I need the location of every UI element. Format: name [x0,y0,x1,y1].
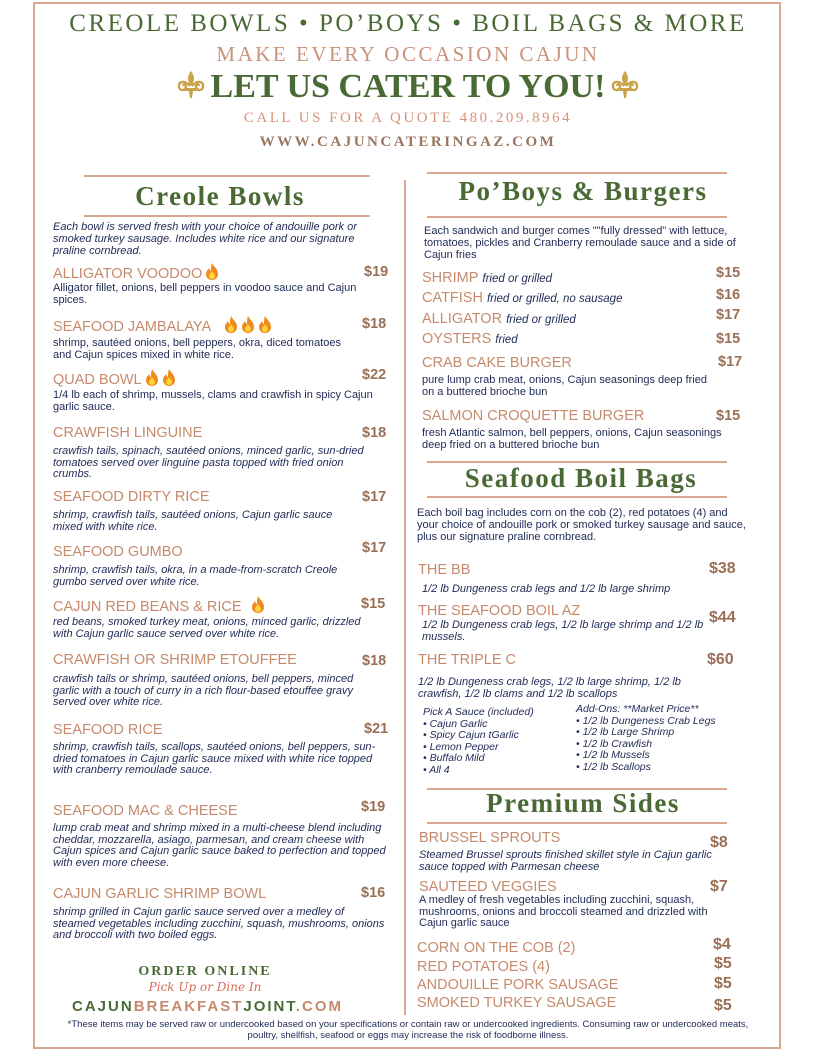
menu-item-price: $38 [709,560,736,577]
menu-item-name: THE SEAFOOD BOIL AZ [418,603,581,619]
menu-item-price: $5 [714,955,732,972]
menu-item-price: $17 [716,307,741,323]
menu-item-desc: fresh Atlantic salmon, bell peppers, onions, Cajun seasonings deep fried on a buttered brioche bun [422,427,722,451]
fire-icon [145,369,159,386]
menu-item-name: SEAFOOD JAMBALAYA [53,316,272,335]
menu-item-name: CAJUN GARLIC SHRIMP BOWL [53,886,267,902]
menu-item-price: $15 [361,596,386,612]
menu-item-name: ANDOUILLE PORK SAUSAGE [417,977,619,993]
sauce-option: • Lemon Pepper [423,740,499,753]
menu-item-name: CATFISH fried or grilled, no sausage [422,290,623,306]
menu-item-price: $16 [361,885,386,901]
menu-item-name: SHRIMP fried or grilled [422,270,553,286]
section-title-poboys: Po’Boys & Burgers [458,176,708,206]
addon-option: • 1/2 lb Scallops [576,760,651,773]
fire-icon [224,316,238,333]
addon-option: • 1/2 lb Large Shrimp [576,726,675,738]
order-website-link[interactable]: CAJUNBREAKFASTJOINT.COM [72,998,344,1015]
menu-item-name: SEAFOOD DIRTY RICE [53,489,210,505]
menu-item-desc: shrimp, sautéed onions, bell peppers, okra, diced tomatoes and Cajun spices mixed in white rice. [53,337,341,361]
sauce-list-title: Pick A Sauce (included) [423,706,534,718]
menu-item-name: QUAD BOWL [53,369,176,388]
addon-option: • 1/2 lb Crawfish [576,737,653,750]
sauce-option: • Cajun Garlic [423,717,488,730]
menu-item-price: $22 [362,367,387,383]
menu-item-desc: 1/2 lb Dungeness crab legs and 1/2 lb large shrimp [422,583,671,595]
header-tagline: CREOLE BOWLS • PO’BOYS • BOIL BAGS & MORE [69,10,747,37]
menu-item-price: $4 [713,936,731,953]
menu-item-name: OYSTERS fried [422,331,518,347]
menu-item-price: $5 [714,975,732,992]
poboys-intro: Each sandwich and burger comes ""fully dressed" with lettuce, tomatoes, pickles and Cranberry remoulade sauce and a side of Cajun fries [424,225,736,261]
menu-item-name: CRAB CAKE BURGER [422,355,572,371]
headline-text: LET US CATER TO YOU! [210,68,606,105]
menu-item-name: CAJUN RED BEANS & RICE [53,596,265,615]
fire-icon [251,596,265,613]
menu-item-name: ALLIGATOR fried or grilled [422,311,576,327]
section-rule [427,822,727,824]
boil-intro: Each boil bag includes corn on the cob (2), red potatoes (4) and your choice of andouille pork or smoked turkey sausage and sauce, plus our signature praline cornbread. [417,507,746,543]
menu-item-name: SMOKED TURKEY SAUSAGE [417,995,617,1011]
menu-item-price: $18 [362,316,387,332]
addon-option: • 1/2 lb Mussels [576,749,650,761]
menu-item-name: BRUSSEL SPROUTS [419,830,561,846]
sauce-list [423,707,534,776]
section-title-creole-bowls: Creole Bowls [135,181,305,211]
order-pickup-script: Pick Up or Dine In [148,980,262,994]
section-rule [84,175,370,177]
menu-item-name: CRAWFISH OR SHRIMP ETOUFFEE [53,652,297,668]
menu-item-name: THE TRIPLE C [418,652,517,668]
menu-item-desc: 1/4 lb each of shrimp, mussels, clams and crawfish in spicy Cajun garlic sauce. [53,389,373,413]
sauce-option: • Spicy Cajun tGarlic [423,729,519,741]
menu-item-price: $18 [362,653,387,669]
header-phone[interactable]: CALL US FOR A QUOTE 480.209.8964 [243,110,573,126]
menu-item-price: $8 [710,834,728,851]
menu-item-desc: red beans, smoked turkey meat, onions, minced garlic, drizzled with Cajun garlic sauce served over white rice. [53,616,361,640]
menu-item-price: $5 [714,997,732,1014]
disclaimer: *These items may be served raw or undercooked based on your specifications or contain raw or undercooked ingredients. Consuming raw or undercooked meats, poultry, shellfish, seafood or eggs may increase the risk of foodborne illness. [67,1019,749,1041]
menu-item-name: RED POTATOES (4) [417,959,550,975]
sauce-option: • Buffalo Mild [423,752,485,764]
fire-icon [205,263,219,280]
menu-item-price: $7 [710,878,728,895]
menu-item-name: ALLIGATOR VOODOO [53,263,219,282]
menu-item-name: CORN ON THE COB (2) [417,940,576,956]
fire-icon [162,369,176,386]
header-website[interactable]: WWW.CAJUNCATERINGAZ.COM [259,134,557,150]
section-rule [427,216,727,218]
fire-icon [241,316,255,333]
menu-item-name: THE BB [418,562,471,578]
menu-item-price: $15 [716,408,741,424]
section-rule [427,496,727,498]
section-title-premium-sides: Premium Sides [486,788,680,818]
fleur-de-lis-icon [175,69,207,101]
menu-item-price: $15 [716,265,741,281]
menu-item-price: $44 [709,609,736,626]
addons-list-title: Add-Ons: **Market Price** [576,703,699,715]
menu-item-price: $18 [362,425,387,441]
menu-item-price: $16 [716,287,741,303]
menu-item-name: SAUTEED VEGGIES [419,879,557,895]
section-rule [427,172,727,174]
menu-item-price: $15 [716,331,741,347]
menu-item-desc: Steamed Brussel sprouts finished skillet style in Cajun garlic sauce topped with Parmesan cheese [419,849,712,873]
creole-intro: Each bowl is served fresh with your choice of andouille pork or smoked turkey sausage. Includes white rice and our signature praline cornbread. [53,221,357,257]
fleur-de-lis-icon [609,69,641,101]
menu-item-price: $60 [707,651,734,668]
menu-item-desc: shrimp grilled in Cajun garlic sauce served over a medley of steamed vegetables including zucchini, squash, mushrooms, onions and broccoli with two boiled eggs. [53,906,385,941]
menu-item-desc: shrimp, crawfish tails, okra, in a made-from-scratch Creole gumbo served over white rice. [53,564,338,588]
menu-item-price: $19 [361,799,386,815]
menu-item-name: SEAFOOD MAC & CHEESE [53,803,238,819]
menu-item-desc: A medley of fresh vegetables including zucchini, squash, mushrooms, onions and broccoli steamed and drizzled with Cajun garlic sauce [419,894,708,929]
menu-item-price: $17 [362,489,387,505]
sauce-option: • All 4 [423,763,450,776]
menu-item-price: $19 [364,264,389,280]
menu-item-price: $17 [362,540,387,556]
menu-item-name: SEAFOOD GUMBO [53,544,183,560]
header-headline [0,68,816,106]
column-divider [404,180,406,1015]
menu-item-desc: pure lump crab meat, onions, Cajun seasonings deep fried on a buttered brioche bun [422,374,707,398]
menu-item-desc: lump crab meat and shrimp mixed in a multi-cheese blend including cheddar, mozzarella, asiago, parmesan, and cream cheese with Cajun spices and Cajun garlic sauce baked to perfection and topped with even more cheese. [53,822,386,869]
menu-item-name: SALMON CROQUETTE BURGER [422,408,645,424]
menu-item-desc: crawfish tails or shrimp, sautéed onions, bell peppers, minced garlic with a touch of curry in a rich flour-based etouffee gravy served over white rice. [53,673,354,708]
menu-item-desc: 1/2 lb Dungeness crab legs, 1/2 lb large shrimp and 1/2 lb mussels. [422,619,704,643]
menu-item-name: CRAWFISH LINGUINE [53,425,203,441]
menu-item-desc: crawfish tails, spinach, sautéed onions, minced garlic, sun-dried tomatoes served over linguine pasta topped with fried onion crumbs. [53,445,364,480]
menu-item-desc: Alligator fillet, onions, bell peppers in voodoo sauce and Cajun spices. [53,282,357,306]
menu-item-desc: 1/2 lb Dungeness crab legs, 1/2 lb large shrimp, 1/2 lb crawfish, 1/2 lb clams and 1/2 lb scallops [418,676,681,700]
menu-item-price: $17 [718,354,743,370]
menu-item-name: SEAFOOD RICE [53,722,163,738]
order-online-title: ORDER ONLINE [138,964,272,979]
menu-item-price: $21 [364,721,389,737]
section-title-boil-bags: Seafood Boil Bags [464,463,698,493]
section-rule [84,215,370,217]
menu-item-desc: shrimp, crawfish tails, scallops, sautéed onions, bell peppers, sun-dried tomatoes in Cajun garlic sauce mixed with white rice topped with cranberry remoulade sauce. [53,741,376,776]
header-subtitle: MAKE EVERY OCCASION CAJUN [216,42,600,66]
fire-icon [258,316,272,333]
addon-option: • 1/2 lb Dungeness Crab Legs [576,714,716,727]
menu-item-desc: shrimp, crawfish tails, sautéed onions, Cajun garlic sauce mixed with white rice. [53,509,333,533]
addons-list [576,704,716,773]
